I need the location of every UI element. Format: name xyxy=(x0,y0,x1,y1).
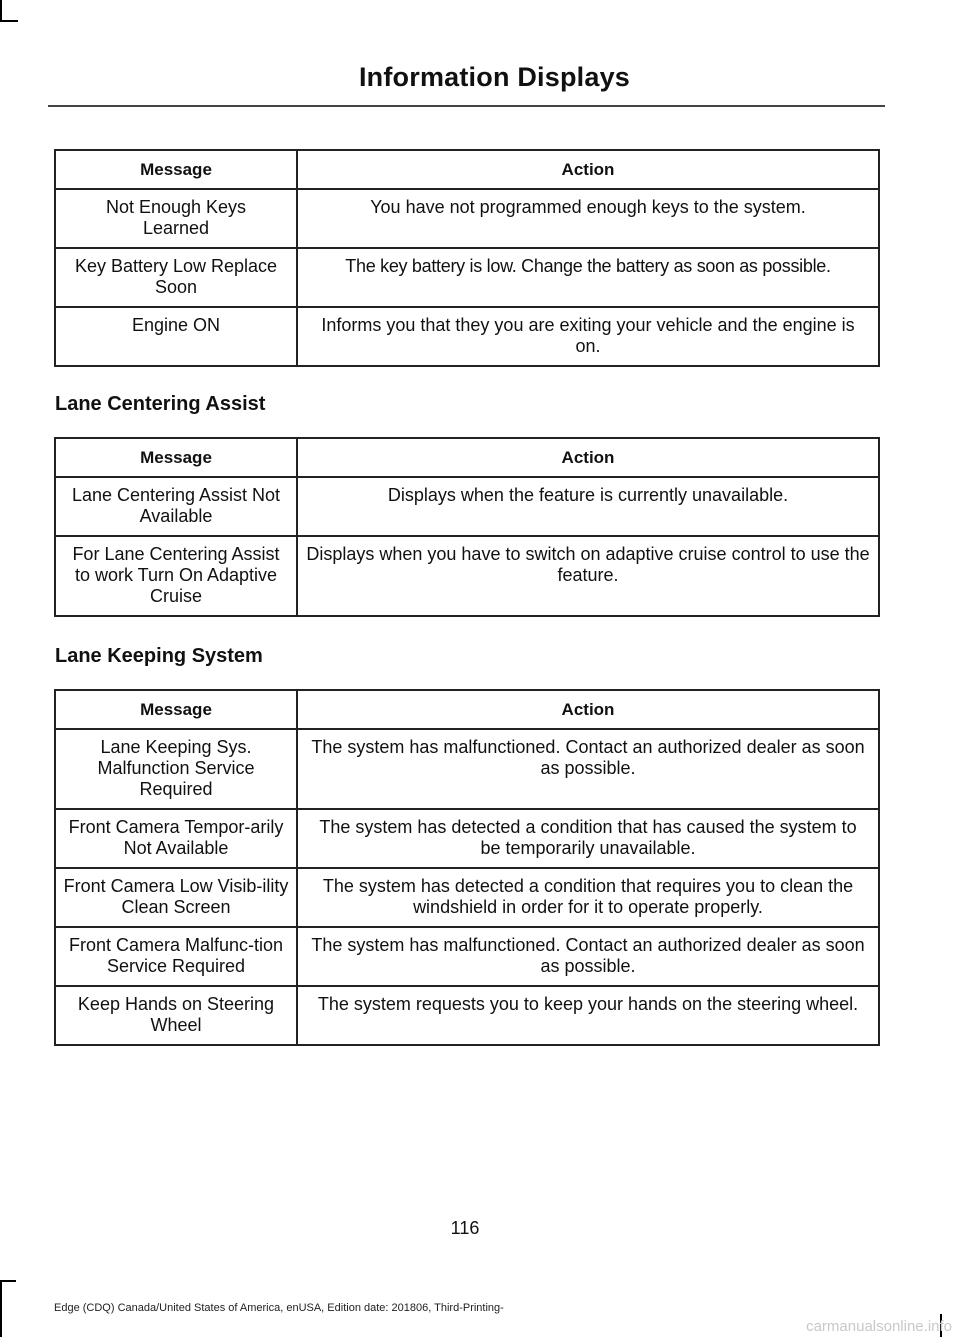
message-cell: Front Camera Malfunc-tion Service Required xyxy=(55,927,297,986)
column-header-action: Action xyxy=(297,438,879,477)
section-title-lane-keeping: Lane Keeping System xyxy=(55,645,263,667)
action-cell: You have not programmed enough keys to the system. xyxy=(297,189,879,248)
table-row xyxy=(55,536,879,616)
table-row xyxy=(55,868,879,927)
table-row xyxy=(55,986,879,1045)
table-header-row xyxy=(55,438,879,477)
message-cell: Front Camera Low Visib-ility Clean Screen xyxy=(55,868,297,927)
lane-centering-message-table xyxy=(54,437,880,617)
message-cell: Engine ON xyxy=(55,307,297,366)
header-divider xyxy=(48,105,885,107)
message-cell: For Lane Centering Assist to work Turn On Adaptive Cruise xyxy=(55,536,297,616)
crop-mark xyxy=(0,1280,2,1337)
watermark: carmanualsonline.info xyxy=(806,1318,952,1335)
message-cell: Not Enough Keys Learned xyxy=(55,189,297,248)
table-row xyxy=(55,189,879,248)
column-header-action: Action xyxy=(297,690,879,729)
page-number: 116 xyxy=(450,1218,480,1238)
table-row xyxy=(55,927,879,986)
keys-message-table xyxy=(54,149,880,367)
column-header-action: Action xyxy=(297,150,879,189)
table-row xyxy=(55,477,879,536)
action-cell: Displays when the feature is currently unavailable. xyxy=(297,477,879,536)
table-header-row xyxy=(55,690,879,729)
action-cell: The key battery is low. Change the battery as soon as possible. xyxy=(297,248,879,307)
message-cell: Keep Hands on Steering Wheel xyxy=(55,986,297,1045)
action-cell: The system requests you to keep your hands on the steering wheel. xyxy=(297,986,879,1045)
table-header-row xyxy=(55,150,879,189)
message-cell: Front Camera Tempor-arily Not Available xyxy=(55,809,297,868)
table-row xyxy=(55,307,879,366)
column-header-message: Message xyxy=(55,150,297,189)
crop-mark xyxy=(0,20,18,22)
action-cell: Displays when you have to switch on adaptive cruise control to use the feature. xyxy=(297,536,879,616)
page-title: Information Displays xyxy=(358,62,630,92)
action-cell: Informs you that they you are exiting your vehicle and the engine is on. xyxy=(297,307,879,366)
column-header-message: Message xyxy=(55,438,297,477)
action-cell: The system has malfunctioned. Contact an authorized dealer as soon as possible. xyxy=(297,927,879,986)
edition-footer: Edge (CDQ) Canada/United States of America, enUSA, Edition date: 201806, Third-Printing- xyxy=(54,1302,504,1314)
crop-mark xyxy=(0,1280,16,1282)
table-row xyxy=(55,809,879,868)
action-cell: The system has detected a condition that requires you to clean the windshield in order for it to operate properly. xyxy=(297,868,879,927)
column-header-message: Message xyxy=(55,690,297,729)
table-row xyxy=(55,248,879,307)
crop-mark xyxy=(0,0,2,22)
action-cell: The system has detected a condition that has caused the system to be temporarily unavailable. xyxy=(297,809,879,868)
message-cell: Key Battery Low Replace Soon xyxy=(55,248,297,307)
section-title-lane-centering: Lane Centering Assist xyxy=(55,393,266,415)
action-cell: The system has malfunctioned. Contact an authorized dealer as soon as possible. xyxy=(297,729,879,809)
message-cell: Lane Keeping Sys. Malfunction Service Required xyxy=(55,729,297,809)
table-row xyxy=(55,729,879,809)
message-cell: Lane Centering Assist Not Available xyxy=(55,477,297,536)
lane-keeping-message-table xyxy=(54,689,880,1046)
